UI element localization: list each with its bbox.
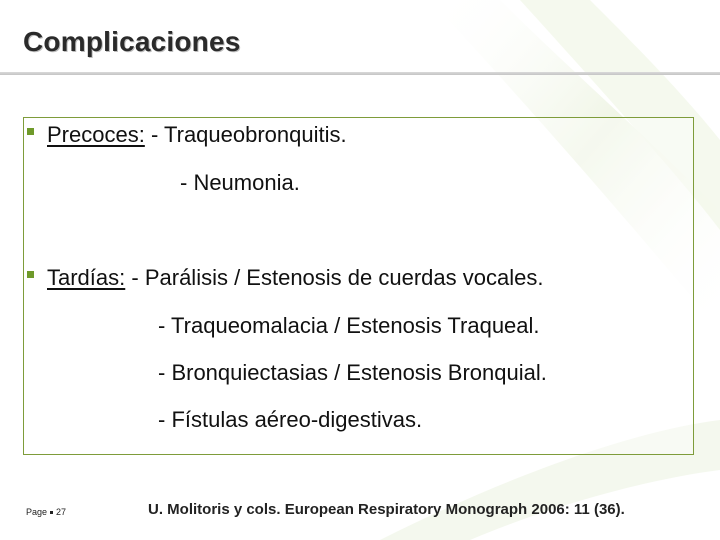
- page-number-value: 27: [56, 507, 67, 517]
- section-late: [47, 265, 543, 291]
- separator-dot-icon: [50, 511, 53, 514]
- late-item-1: - Parálisis / Estenosis de cuerdas vocales.: [131, 265, 544, 290]
- page-label: Page: [26, 507, 48, 517]
- early-item-1: - Traqueobronquitis.: [150, 122, 347, 147]
- section-early: [47, 122, 347, 148]
- slide-title: Complicaciones: [23, 26, 241, 57]
- citation: U. Molitoris y cols. European Respiratory Monograph 2006: 11 (36).: [148, 501, 625, 518]
- section-late-label: Tardías:: [47, 265, 126, 290]
- title-divider: [0, 72, 720, 75]
- late-item-4: - Fístulas aéreo-digestivas.: [158, 407, 423, 432]
- early-item-2: - Neumonia.: [180, 170, 300, 195]
- late-item-3: - Bronquiectasias / Estenosis Bronquial.: [158, 360, 547, 385]
- section-early-label: Precoces:: [47, 122, 145, 147]
- bullet-square-icon: [27, 271, 34, 278]
- late-item-2: - Traqueomalacia / Estenosis Traqueal.: [158, 313, 540, 338]
- bullet-square-icon: [27, 128, 34, 135]
- page-number: [26, 507, 66, 517]
